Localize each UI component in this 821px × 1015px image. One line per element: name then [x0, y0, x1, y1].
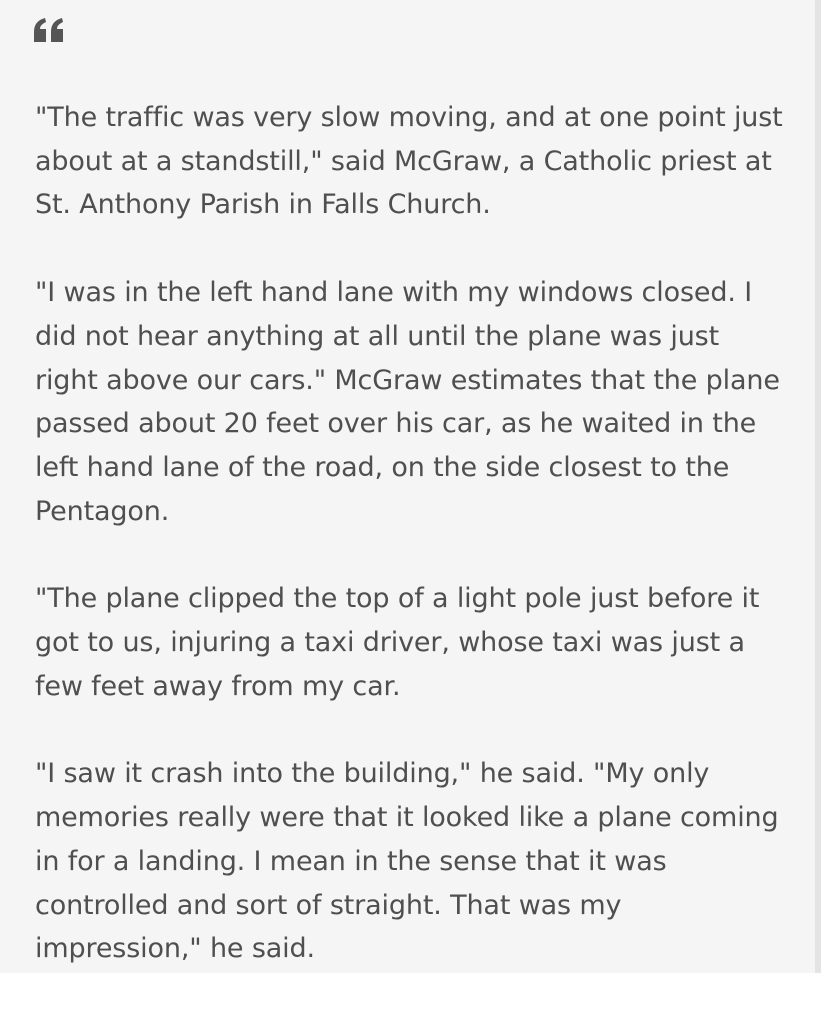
quote-line: passed about 20 feet over his car, as he waited in the: [35, 408, 757, 440]
quote-line: St. Anthony Parish in Falls Church.: [35, 189, 491, 221]
quote-line: got to us, injuring a taxi driver, whose taxi was just a: [35, 627, 745, 659]
quote-paragraph: [35, 577, 805, 708]
quote-line: controlled and sort of straight. That was my: [35, 889, 622, 921]
page-edge: [815, 0, 821, 973]
quote-line: did not hear anything at all until the plane was just: [35, 320, 720, 352]
quote-line: few feet away from my car.: [35, 670, 401, 702]
quote-line: right above our cars." McGraw estimates that the plane: [35, 364, 780, 396]
quote-line: memories really were that it looked like a plane coming: [35, 802, 779, 834]
quote-line: left hand lane of the road, on the side closest to the: [35, 451, 730, 483]
quote-line: "The traffic was very slow moving, and at one point just: [35, 102, 783, 133]
quote-line: about at a standstill," said McGraw, a Catholic priest at: [35, 145, 772, 177]
quote-line: in for a landing. I mean in the sense that it was: [35, 845, 667, 877]
quote-line: "The plane clipped the top of a light pole just before it: [35, 583, 760, 615]
quote-line: "I was in the left hand lane with my windows closed. I: [35, 277, 753, 309]
quote-paragraph: [35, 271, 805, 533]
quote-line: Pentagon.: [35, 495, 170, 527]
quote-mark-icon: [33, 18, 65, 42]
quote-line: "I saw it crash into the building," he said. "My only: [35, 758, 710, 790]
quote-paragraph: [35, 752, 805, 971]
quote-paragraph: [35, 96, 805, 227]
quote-body: [35, 96, 805, 1015]
quote-line: impression," he said.: [35, 933, 315, 965]
